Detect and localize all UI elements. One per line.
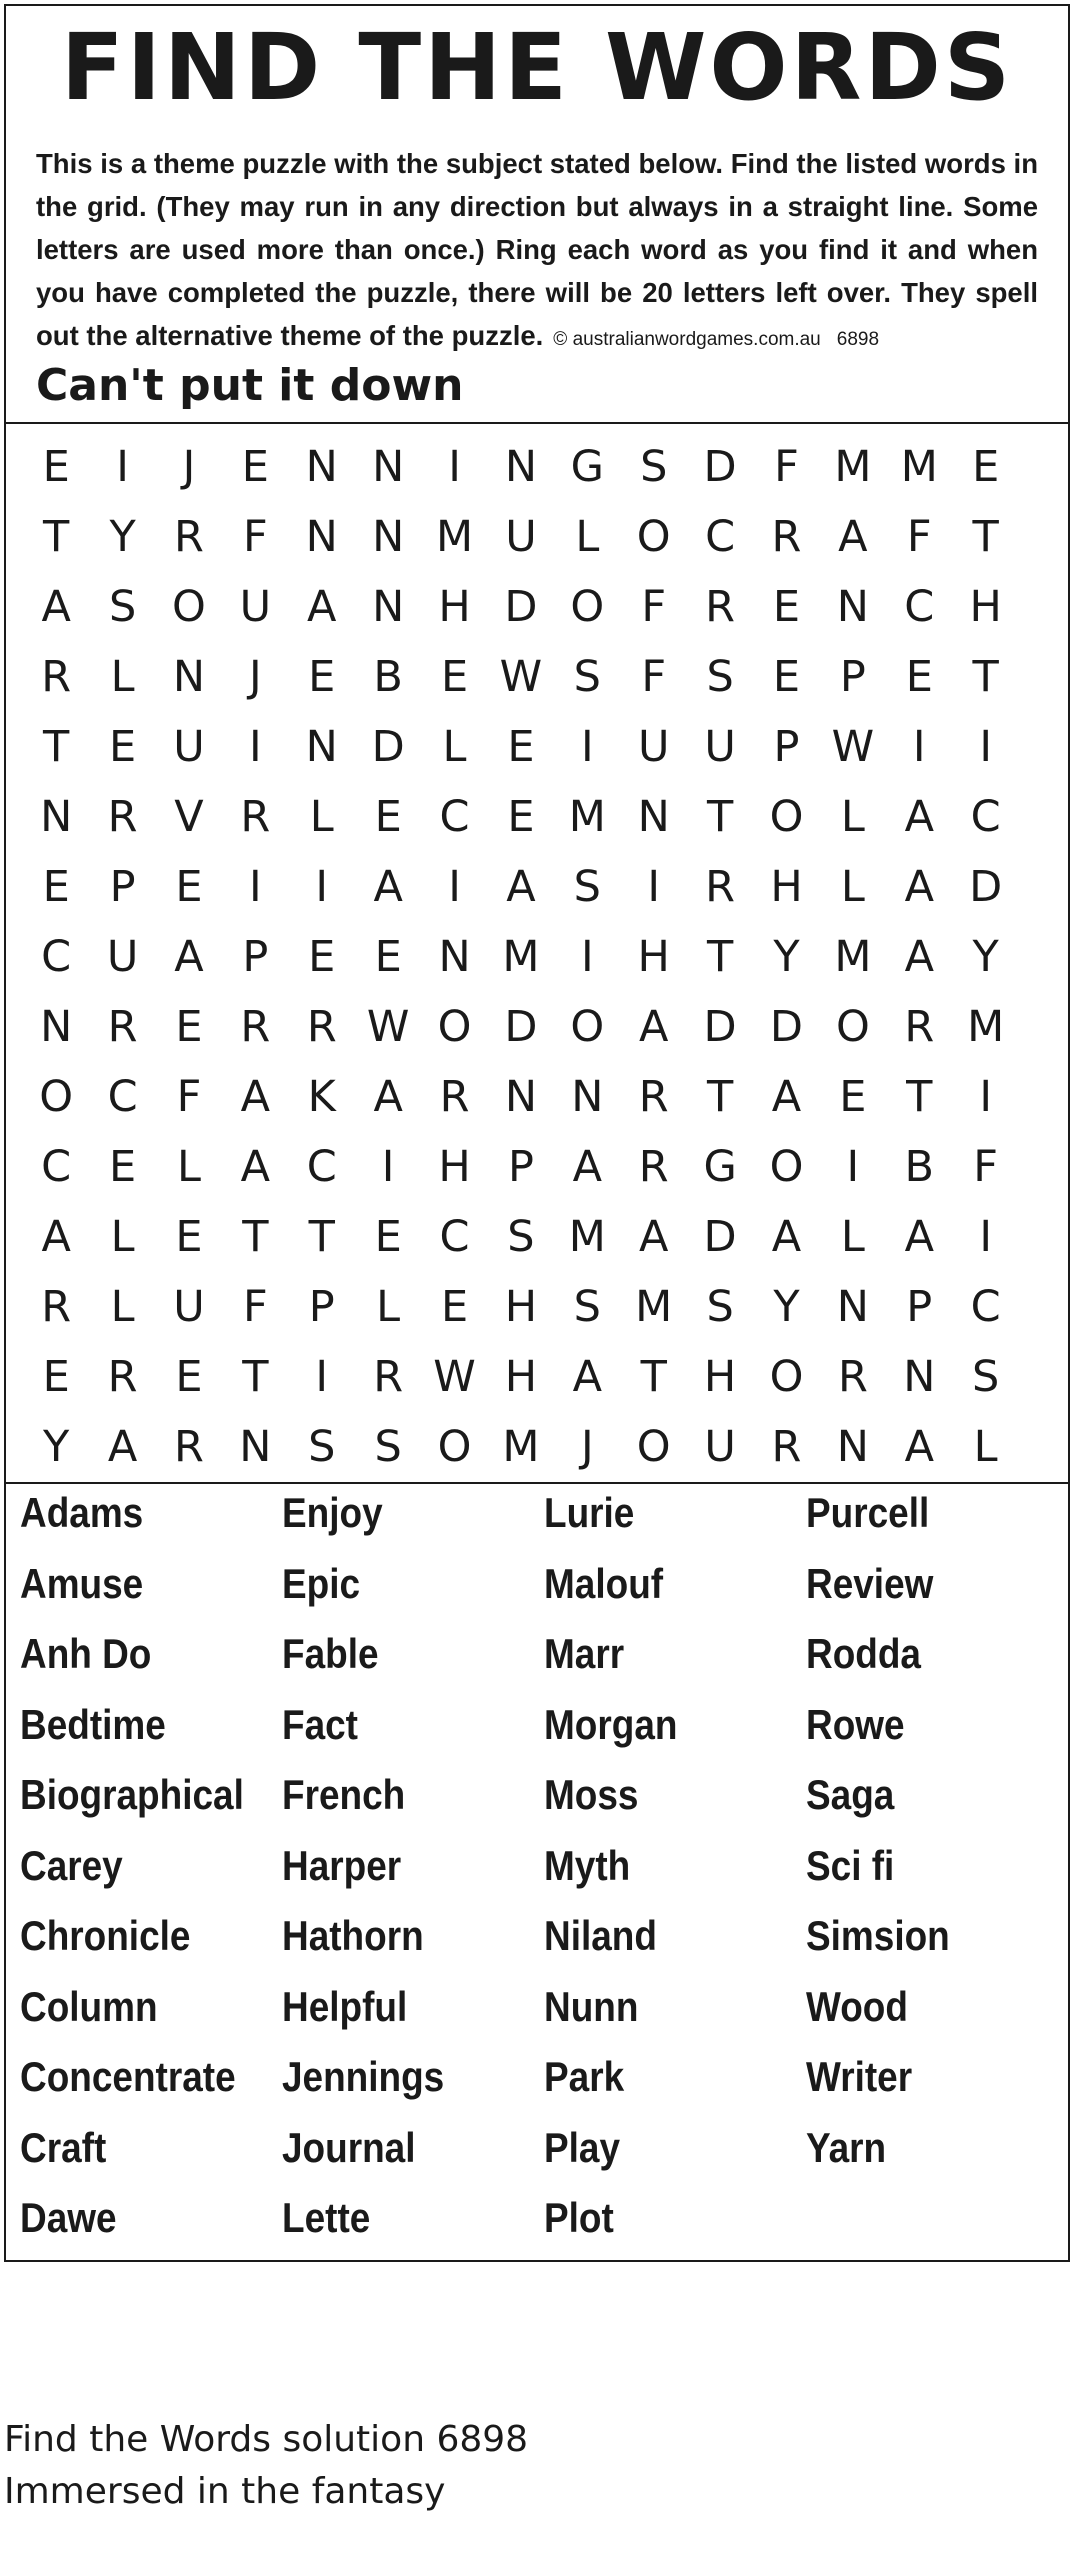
grid-letter[interactable]: I xyxy=(315,1352,329,1402)
grid-letter[interactable]: T xyxy=(706,932,734,982)
grid-letter[interactable]: I xyxy=(381,1142,395,1192)
grid-letter[interactable]: G xyxy=(703,1142,737,1192)
grid-letter[interactable]: H xyxy=(504,1352,538,1402)
grid-letter[interactable]: N xyxy=(239,1422,272,1472)
grid-letter[interactable]: L xyxy=(840,1212,865,1262)
grid-letter[interactable]: T xyxy=(706,792,734,842)
grid-letter[interactable]: M xyxy=(635,1282,673,1332)
grid-letter[interactable]: E xyxy=(972,442,1000,492)
grid-letter[interactable]: R xyxy=(41,1282,72,1332)
word-list-item: Column xyxy=(20,1982,158,2030)
grid-letter[interactable]: L xyxy=(376,1282,401,1332)
word-list-item: Myth xyxy=(544,1841,631,1889)
grid-letter[interactable]: E xyxy=(175,1002,203,1052)
grid-letter[interactable]: D xyxy=(703,442,737,492)
word-list-item: Moss xyxy=(544,1771,639,1818)
grid-letter[interactable]: E xyxy=(839,1072,867,1122)
grid-letter[interactable]: I xyxy=(580,722,594,772)
puzzle-header xyxy=(6,6,1068,424)
grid-letter[interactable]: S xyxy=(573,862,601,912)
grid-letter[interactable]: L xyxy=(110,652,135,702)
grid-letter[interactable]: U xyxy=(637,722,670,772)
grid-letter[interactable]: A xyxy=(639,1212,669,1262)
grid-letter[interactable]: O xyxy=(39,1072,74,1122)
grid-letter[interactable]: W xyxy=(433,1352,476,1402)
word-list-item: Craft xyxy=(20,2123,107,2171)
grid-letter[interactable]: R xyxy=(904,1002,935,1052)
grid-letter[interactable]: T xyxy=(706,1072,734,1122)
grid-letter[interactable]: N xyxy=(40,1002,73,1052)
grid-letter[interactable]: A xyxy=(639,1002,669,1052)
grid-letter[interactable]: P xyxy=(308,1282,335,1332)
grid-letter[interactable]: C xyxy=(306,1142,337,1192)
grid-letter[interactable]: M xyxy=(502,932,540,982)
grid-letter[interactable]: U xyxy=(239,582,272,632)
grid-letter[interactable]: L xyxy=(840,862,865,912)
word-list-item: Writer xyxy=(806,2053,913,2100)
grid-letter[interactable]: E xyxy=(507,722,535,772)
word-list-item: Adams xyxy=(20,1489,144,1536)
grid-letter[interactable]: P xyxy=(507,1142,534,1192)
grid-letter[interactable]: R xyxy=(373,1352,404,1402)
grid-letter[interactable]: U xyxy=(704,1422,736,1472)
grid-letter[interactable]: A xyxy=(904,862,934,912)
word-list-item: Helpful xyxy=(282,1982,408,2030)
grid-letter[interactable]: E xyxy=(175,1352,203,1402)
word-list-item: Biographical xyxy=(20,1771,244,1818)
word-list-item: Purcell xyxy=(806,1489,930,1536)
grid-letter[interactable]: S xyxy=(108,582,137,632)
grid-letter[interactable]: F xyxy=(906,512,932,562)
grid-letter[interactable]: L xyxy=(575,512,600,562)
grid-letter[interactable]: N xyxy=(504,442,538,492)
word-list-item: Plot xyxy=(544,2194,614,2241)
grid-letter[interactable]: Y xyxy=(43,1422,70,1472)
grid-letter[interactable]: M xyxy=(568,1212,606,1262)
puzzle-theme: Can't put it down xyxy=(36,360,464,411)
grid-letter[interactable]: W xyxy=(831,722,875,772)
grid-letter[interactable]: C xyxy=(41,1142,72,1192)
grid-letter[interactable]: L xyxy=(442,722,467,772)
grid-letter[interactable]: N xyxy=(836,582,869,632)
grid-letter[interactable]: A xyxy=(373,862,403,912)
grid-letter[interactable]: I xyxy=(647,862,661,912)
grid-letter[interactable]: M xyxy=(834,442,872,492)
grid-letter[interactable]: T xyxy=(906,1072,933,1122)
grid-letter[interactable]: C xyxy=(970,1282,1001,1332)
grid-letter[interactable]: P xyxy=(109,862,136,912)
grid-letter[interactable]: A xyxy=(373,1072,403,1122)
instructions-text: This is a theme puzzle with the subject stated below. Find the listed words in the grid. (They may run in any direction but always in a straight line. Some letters are used more than once.) Ring each word as you find it and when you have completed the puzzle, there will be 20 letters left over. They spell out the alternative theme of the puzzle. xyxy=(36,148,1038,351)
grid-letter[interactable]: T xyxy=(242,1212,269,1262)
grid-letter[interactable]: E xyxy=(109,1142,137,1192)
grid-letter[interactable]: D xyxy=(504,1002,538,1052)
grid-letter[interactable]: A xyxy=(904,792,934,842)
grid-letter[interactable]: O xyxy=(769,792,804,842)
grid-letter[interactable]: M xyxy=(967,1002,1005,1052)
word-list xyxy=(20,1478,1050,2254)
instructions xyxy=(36,142,1038,361)
grid-letter[interactable]: E xyxy=(374,932,402,982)
word-list-item: Chronicle xyxy=(20,1912,191,1959)
word-list-item: Niland xyxy=(544,1912,657,1959)
grid-letter[interactable]: I xyxy=(979,722,992,772)
grid-letter[interactable]: N xyxy=(372,442,405,492)
puzzle-number: 6898 xyxy=(836,329,880,350)
grid-letter[interactable]: S xyxy=(573,652,601,702)
grid-letter[interactable]: O xyxy=(172,582,206,632)
grid-letter[interactable]: R xyxy=(240,792,271,842)
word-list-item: Review xyxy=(806,1559,934,1607)
word-list-item: Lette xyxy=(282,2194,371,2241)
grid-letter[interactable]: E xyxy=(374,1212,402,1262)
grid-letter[interactable]: E xyxy=(42,442,70,492)
grid-letter[interactable]: U xyxy=(505,512,537,562)
grid-letter[interactable]: U xyxy=(173,722,205,772)
grid-letter[interactable]: G xyxy=(570,442,604,492)
grid-letter[interactable]: N xyxy=(836,1282,869,1332)
word-list-item: Dawe xyxy=(20,2194,117,2241)
grid-letter[interactable]: H xyxy=(438,1142,471,1192)
grid-letter[interactable]: T xyxy=(640,1352,667,1402)
word-list-item: Fable xyxy=(282,1630,379,1677)
word-list-item: Carey xyxy=(20,1841,123,1889)
grid-letter[interactable]: L xyxy=(110,1282,135,1332)
grid-letter[interactable]: C xyxy=(41,932,72,982)
grid-letter[interactable]: D xyxy=(769,1002,804,1052)
grid-letter[interactable]: E xyxy=(175,1212,203,1262)
grid-letter[interactable]: R xyxy=(439,1072,470,1122)
grid-letter[interactable]: F xyxy=(641,582,667,632)
grid-letter[interactable]: O xyxy=(570,582,605,632)
word-list-item: Journal xyxy=(282,2123,416,2171)
grid-letter[interactable]: N xyxy=(305,722,338,772)
grid-letter[interactable]: J xyxy=(249,652,262,702)
grid-letter[interactable]: I xyxy=(979,1212,992,1262)
grid-letter[interactable]: S xyxy=(374,1422,402,1472)
word-list-item: Bedtime xyxy=(20,1700,166,1748)
word-list-item: Play xyxy=(544,2123,621,2171)
grid-letter[interactable]: R xyxy=(705,862,736,912)
grid-letter[interactable]: M xyxy=(900,442,938,492)
grid-letter[interactable]: F xyxy=(641,652,667,702)
word-list-item: Fact xyxy=(282,1700,358,1748)
grid-letter[interactable]: O xyxy=(437,1002,472,1052)
grid-letter[interactable]: S xyxy=(507,1212,535,1262)
grid-letter[interactable]: E xyxy=(109,722,137,772)
grid-letter[interactable]: F xyxy=(243,1282,268,1332)
grid-letter[interactable]: T xyxy=(972,512,999,562)
solution xyxy=(4,2414,528,2518)
grid-letter[interactable]: W xyxy=(366,1002,410,1052)
grid-letter[interactable]: T xyxy=(242,1352,269,1402)
grid-letter[interactable]: I xyxy=(448,442,461,492)
grid-letter[interactable]: F xyxy=(774,442,799,492)
grid-letter[interactable]: R xyxy=(771,1422,802,1472)
grid-letter[interactable]: I xyxy=(912,722,926,772)
grid-letter[interactable]: A xyxy=(771,1072,802,1122)
grid-letter[interactable]: I xyxy=(846,1142,860,1192)
grid-letter[interactable]: S xyxy=(573,1282,601,1332)
grid-letter[interactable]: I xyxy=(249,862,262,912)
word-list-item: Simsion xyxy=(806,1912,950,1959)
grid-letter[interactable]: M xyxy=(568,792,606,842)
grid-letter[interactable]: C xyxy=(970,792,1001,842)
grid-letter[interactable]: J xyxy=(182,442,196,492)
word-list-item: Rodda xyxy=(806,1630,921,1677)
grid-letter[interactable]: Y xyxy=(972,932,999,982)
grid-letter[interactable]: R xyxy=(306,1002,337,1052)
grid-letter[interactable]: U xyxy=(173,1282,205,1332)
grid-letter[interactable]: S xyxy=(308,1422,336,1472)
grid-letter[interactable]: E xyxy=(440,1282,469,1332)
grid-letter[interactable]: C xyxy=(439,1212,470,1262)
word-list-item: Sci fi xyxy=(806,1841,895,1889)
grid-letter[interactable]: F xyxy=(973,1142,999,1192)
word-list-item: Yarn xyxy=(806,2123,887,2171)
grid-letter[interactable]: C xyxy=(904,582,935,632)
word-list-item: Malouf xyxy=(544,1559,664,1607)
word-list-item: Wood xyxy=(806,1982,908,2030)
grid-letter[interactable]: U xyxy=(106,932,139,982)
grid-letter[interactable]: S xyxy=(640,442,668,492)
grid-letter[interactable]: Y xyxy=(109,512,136,562)
word-list-item: Jennings xyxy=(282,2053,445,2100)
grid-letter[interactable]: E xyxy=(772,652,801,702)
grid-letter[interactable]: O xyxy=(636,512,671,562)
grid-letter[interactable]: A xyxy=(572,1352,603,1402)
grid-letter[interactable]: A xyxy=(307,582,337,632)
word-list-item: Concentrate xyxy=(20,2053,236,2100)
grid-letter[interactable]: H xyxy=(770,862,803,912)
grid-letter[interactable]: T xyxy=(308,1212,335,1262)
grid-letter[interactable]: L xyxy=(309,792,334,842)
grid-letter[interactable]: I xyxy=(116,442,129,492)
puzzle-title: FIND THE WORDS xyxy=(60,14,1014,121)
grid-letter[interactable]: R xyxy=(107,792,138,842)
grid-letter[interactable]: N xyxy=(372,582,405,632)
letter-grid-area xyxy=(6,424,1068,1484)
grid-letter[interactable]: E xyxy=(308,932,336,982)
grid-letter[interactable]: F xyxy=(176,1072,202,1122)
word-list-item: Harper xyxy=(282,1841,402,1889)
grid-letter[interactable]: V xyxy=(174,792,204,842)
grid-letter[interactable]: N xyxy=(305,442,338,492)
grid-letter[interactable]: M xyxy=(502,1422,540,1472)
grid-letter[interactable]: P xyxy=(839,652,866,702)
word-list-item: Epic xyxy=(282,1559,361,1607)
grid-letter[interactable]: N xyxy=(836,1422,869,1472)
grid-letter[interactable]: I xyxy=(580,932,594,982)
word-list-item: Park xyxy=(544,2053,625,2100)
grid-letter[interactable]: R xyxy=(107,1002,138,1052)
word-list-item: Nunn xyxy=(544,1982,639,2030)
grid-letter[interactable]: Y xyxy=(773,932,800,982)
letter-grid xyxy=(23,432,1019,1482)
grid-letter[interactable]: N xyxy=(40,792,73,842)
grid-letter[interactable]: C xyxy=(439,792,470,842)
word-list-item: Rowe xyxy=(806,1700,905,1748)
grid-letter[interactable]: R xyxy=(174,1422,204,1472)
grid-letter[interactable]: R xyxy=(240,1002,271,1052)
grid-letter[interactable]: H xyxy=(438,582,471,632)
grid-letter[interactable]: A xyxy=(506,862,536,912)
grid-letter[interactable]: D xyxy=(703,1212,737,1262)
grid-letter[interactable]: E xyxy=(440,652,469,702)
grid-letter[interactable]: H xyxy=(703,1352,737,1402)
grid-letter[interactable]: P xyxy=(906,1282,933,1332)
word-list-item: Hathorn xyxy=(282,1912,424,1959)
grid-letter[interactable]: L xyxy=(110,1212,135,1262)
credit: © australianwordgames.com.au xyxy=(553,329,821,350)
grid-letter[interactable]: N xyxy=(504,1072,538,1122)
word-list-item: Amuse xyxy=(20,1559,144,1607)
grid-letter[interactable]: I xyxy=(315,862,329,912)
grid-letter[interactable]: R xyxy=(638,1072,669,1122)
grid-letter[interactable]: S xyxy=(706,1282,734,1332)
grid-letter[interactable]: I xyxy=(448,862,461,912)
grid-letter[interactable]: R xyxy=(771,512,802,562)
grid-letter[interactable]: M xyxy=(435,512,474,562)
word-list-item: Saga xyxy=(806,1771,895,1818)
grid-letter[interactable]: N xyxy=(172,652,206,702)
grid-letter[interactable]: A xyxy=(572,1142,603,1192)
word-list-item: Anh Do xyxy=(20,1630,152,1677)
grid-letter[interactable]: L xyxy=(973,1422,998,1472)
grid-letter[interactable]: N xyxy=(372,512,405,562)
solution-answer: Immersed in the fantasy xyxy=(4,2471,446,2512)
grid-letter[interactable]: T xyxy=(972,652,999,702)
grid-letter[interactable]: C xyxy=(705,512,736,562)
grid-letter[interactable]: N xyxy=(438,932,471,982)
grid-letter[interactable]: D xyxy=(969,862,1003,912)
grid-letter[interactable]: E xyxy=(905,652,933,702)
grid-letter[interactable]: Y xyxy=(773,1282,800,1332)
grid-letter[interactable]: D xyxy=(504,582,538,632)
grid-letter[interactable]: M xyxy=(834,932,872,982)
grid-letter[interactable]: R xyxy=(174,512,204,562)
grid-letter[interactable]: L xyxy=(176,1142,201,1192)
grid-letter[interactable]: L xyxy=(840,792,865,842)
grid-letter[interactable]: O xyxy=(636,1422,671,1472)
grid-letter[interactable]: S xyxy=(706,652,734,702)
grid-letter[interactable]: I xyxy=(979,1072,992,1122)
grid-letter[interactable]: O xyxy=(769,1142,804,1192)
grid-letter[interactable]: R xyxy=(107,1352,138,1402)
grid-letter[interactable]: A xyxy=(41,1212,71,1262)
grid-letter[interactable]: R xyxy=(638,1142,669,1192)
solution-heading: Find the Words solution 6898 xyxy=(4,2419,529,2460)
grid-letter[interactable]: I xyxy=(249,722,262,772)
word-list-item: French xyxy=(282,1771,406,1818)
grid-letter[interactable]: A xyxy=(771,1212,802,1262)
grid-letter[interactable]: D xyxy=(371,722,405,772)
grid-letter[interactable]: T xyxy=(43,722,70,772)
grid-letter[interactable]: H xyxy=(969,582,1002,632)
grid-letter[interactable]: E xyxy=(42,862,70,912)
grid-letter[interactable]: T xyxy=(43,512,70,562)
grid-letter[interactable]: F xyxy=(243,512,268,562)
grid-letter[interactable]: P xyxy=(773,722,800,772)
grid-letter[interactable]: U xyxy=(704,722,736,772)
grid-letter[interactable]: A xyxy=(174,932,204,982)
grid-letter[interactable]: A xyxy=(904,1212,934,1262)
word-list-item: Enjoy xyxy=(282,1489,383,1536)
grid-letter[interactable]: A xyxy=(904,1422,934,1472)
grid-letter[interactable]: E xyxy=(308,652,336,702)
grid-letter[interactable]: K xyxy=(307,1072,336,1122)
grid-letter[interactable]: O xyxy=(570,1002,605,1052)
grid-letter[interactable]: C xyxy=(107,1072,138,1122)
grid-letter[interactable]: A xyxy=(41,582,71,632)
grid-letter[interactable]: O xyxy=(769,1352,804,1402)
grid-letter[interactable]: R xyxy=(837,1352,868,1402)
grid-letter[interactable]: J xyxy=(580,1422,594,1472)
grid-letter[interactable]: R xyxy=(41,652,72,702)
grid-letter[interactable]: E xyxy=(42,1352,70,1402)
grid-letter[interactable]: N xyxy=(571,1072,604,1122)
grid-letter[interactable]: A xyxy=(107,1422,138,1472)
grid-letter[interactable]: E xyxy=(772,582,801,632)
word-list-item: Lurie xyxy=(544,1489,635,1536)
grid-letter[interactable]: B xyxy=(904,1142,935,1192)
grid-letter[interactable]: R xyxy=(705,582,736,632)
grid-letter[interactable]: S xyxy=(972,1352,1000,1402)
grid-letter[interactable]: N xyxy=(637,792,670,842)
grid-letter[interactable]: H xyxy=(504,1282,538,1332)
grid-letter[interactable]: D xyxy=(703,1002,737,1052)
grid-letter[interactable]: O xyxy=(437,1422,472,1472)
grid-letter[interactable]: A xyxy=(240,1072,271,1122)
grid-letter[interactable]: W xyxy=(499,652,543,702)
grid-letter[interactable]: E xyxy=(507,792,535,842)
grid-letter[interactable]: N xyxy=(903,1352,936,1402)
grid-letter[interactable]: E xyxy=(241,442,269,492)
grid-letter[interactable]: B xyxy=(373,652,403,702)
word-list-item: Marr xyxy=(544,1630,625,1677)
grid-letter[interactable]: E xyxy=(175,862,203,912)
word-list-item: Morgan xyxy=(544,1700,678,1748)
grid-letter[interactable]: E xyxy=(374,792,402,842)
grid-letter[interactable]: A xyxy=(838,512,868,562)
grid-letter[interactable]: O xyxy=(835,1002,870,1052)
grid-letter[interactable]: H xyxy=(637,932,670,982)
grid-letter[interactable]: N xyxy=(305,512,338,562)
grid-letter[interactable]: A xyxy=(240,1142,271,1192)
grid-letter[interactable]: A xyxy=(904,932,934,982)
grid-letter[interactable]: P xyxy=(242,932,269,982)
